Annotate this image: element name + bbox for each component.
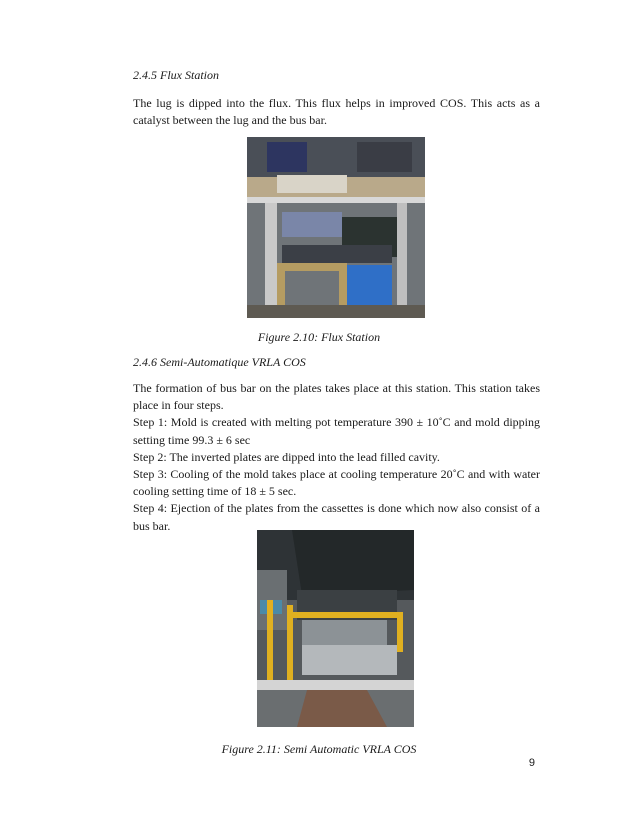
semi-automatic-vrla-cos-photo bbox=[257, 530, 414, 727]
section-heading-semi-automatique: 2.4.6 Semi-Automatique VRLA COS bbox=[133, 355, 306, 369]
semi-automatique-paragraphs bbox=[133, 380, 540, 535]
figure-caption-2-11: Figure 2.11: Semi Automatic VRLA COS bbox=[221, 742, 417, 756]
paragraph-text: The formation of bus bar on the plates takes place at this station. This station takes place in four steps. bbox=[133, 381, 540, 413]
figure-caption-2-10: Figure 2.10: Flux Station bbox=[257, 330, 381, 344]
flux-station-photo bbox=[247, 137, 425, 318]
step-2-text: Step 2: The inverted plates are dipped into the lead filled cavity. bbox=[133, 449, 440, 464]
step-4-text: Step 4: Ejection of the plates from the cassettes is done which now also consist of a bus bar. bbox=[133, 501, 540, 533]
step-1-text: Step 1: Mold is created with melting pot temperature 390 ± 10˚C and mold dipping setting time 99.3 ± 6 sec bbox=[133, 415, 540, 447]
step-3-text: Step 3: Cooling of the mold takes place at cooling temperature 20˚C and with water cooling setting time of 18 ± 5 sec. bbox=[133, 467, 540, 499]
flux-station-paragraph bbox=[133, 95, 540, 129]
section-heading-flux-station: 2.4.5 Flux Station bbox=[133, 68, 219, 82]
page-number: 9 bbox=[528, 757, 535, 769]
paragraph-text: The lug is dipped into the flux. This flux helps in improved COS. This acts as a catalyst between the lug and the bus bar. bbox=[133, 96, 540, 128]
